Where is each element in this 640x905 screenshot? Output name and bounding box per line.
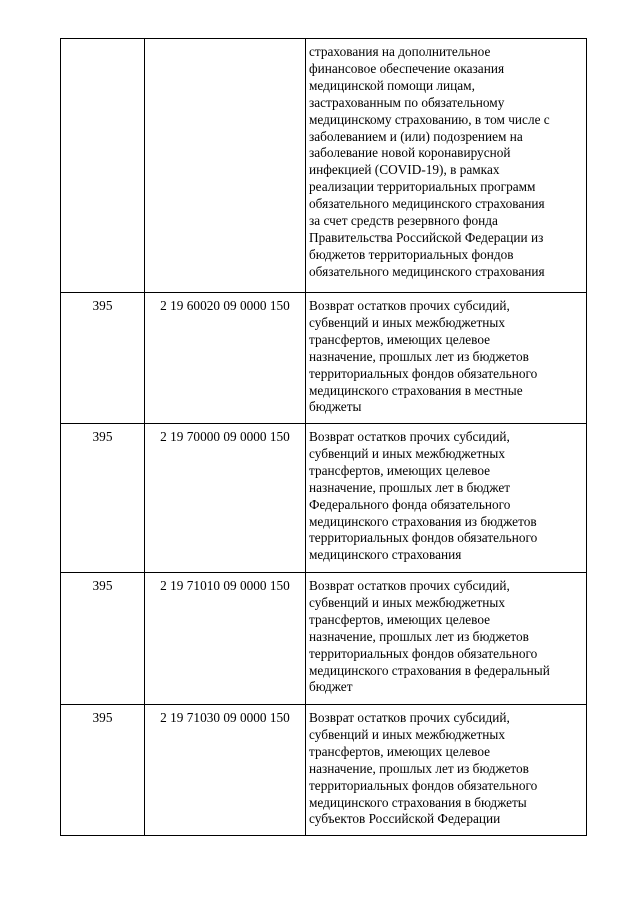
revenue-name-text xyxy=(309,293,584,416)
revenue-name-line: медицинского страхования в бюджеты xyxy=(309,794,527,810)
revenue-name-line: субвенций и иных межбюджетных xyxy=(309,726,505,742)
admin-code-text: 395 xyxy=(92,298,113,313)
revenue-name-line: территориальных фондов обязательного xyxy=(309,777,538,793)
admin-code-text: 395 xyxy=(92,710,113,725)
revenue-name-line: медицинского страхования из бюджетов xyxy=(309,513,537,529)
revenue-name-line: финансовое обеспечение оказания xyxy=(309,60,505,76)
budget-classification-code-text xyxy=(145,39,305,44)
table-row-continuation xyxy=(61,39,587,293)
revenue-name-line: Возврат остатков прочих субсидий, xyxy=(309,429,510,444)
table-body xyxy=(61,39,587,836)
revenue-name-line: субвенций и иных межбюджетных xyxy=(309,594,505,610)
revenue-name-line: реализации территориальных программ xyxy=(309,179,536,195)
revenue-name-line: назначение, прошлых лет из бюджетов xyxy=(309,348,529,364)
revenue-name-line: бюджетов территориальных фондов xyxy=(309,246,514,262)
revenue-name-cell xyxy=(306,705,587,836)
budget-classification-code-text: 2 19 71010 09 0000 150 xyxy=(160,578,290,593)
revenue-name-line: бюджеты xyxy=(309,399,362,415)
revenue-name-line: трансфертов, имеющих целевое xyxy=(309,611,491,627)
admin-code-cell xyxy=(61,705,145,836)
table-row xyxy=(61,293,587,424)
revenue-name-line: страхования на дополнительное xyxy=(309,44,491,59)
revenue-name-line: субъектов Российской Федерации xyxy=(309,811,501,827)
revenue-name-line: субвенций и иных межбюджетных xyxy=(309,445,505,461)
revenue-name-line: назначение, прошлых лет из бюджетов xyxy=(309,760,529,776)
revenue-name-line: Возврат остатков прочих субсидий, xyxy=(309,710,510,725)
revenue-name-line: трансфертов, имеющих целевое xyxy=(309,462,491,478)
revenue-name-line: трансфертов, имеющих целевое xyxy=(309,331,491,347)
budget-classification-code-cell xyxy=(145,424,306,573)
revenue-name-line: назначение, прошлых лет в бюджет xyxy=(309,479,511,495)
revenue-name-text xyxy=(309,39,584,281)
revenue-name-line: медицинского страхования в местные xyxy=(309,382,523,398)
revenue-name-line: территориальных фондов обязательного xyxy=(309,530,538,546)
revenue-name-cell xyxy=(306,573,587,705)
revenue-name-line: трансфертов, имеющих целевое xyxy=(309,743,491,759)
admin-code-text: 395 xyxy=(92,429,113,444)
admin-code-cell xyxy=(61,39,145,293)
budget-classification-code-text: 2 19 71030 09 0000 150 xyxy=(160,710,290,725)
revenue-name-line: медицинской помощи лицам, xyxy=(309,77,475,93)
budget-codes-table xyxy=(60,38,587,836)
revenue-name-line: Федерального фонда обязательного xyxy=(309,496,511,512)
revenue-name-line: обязательного медицинского страхования xyxy=(309,196,545,212)
revenue-name-line: территориальных фондов обязательного xyxy=(309,645,538,661)
revenue-name-line: застрахованным по обязательному xyxy=(309,94,505,110)
revenue-name-line: Возврат остатков прочих субсидий, xyxy=(309,298,510,313)
admin-code-text: 395 xyxy=(92,578,113,593)
table-row xyxy=(61,705,587,836)
budget-classification-code-cell xyxy=(145,293,306,424)
revenue-name-line: заболевание новой коронавирусной xyxy=(309,145,511,161)
revenue-name-line: инфекцией (COVID-19), в рамках xyxy=(309,162,500,178)
revenue-name-line: за счет средств резервного фонда xyxy=(309,213,498,229)
admin-code-text xyxy=(61,39,144,44)
revenue-name-line: медицинского страхования в федеральный xyxy=(309,662,550,678)
revenue-name-line: заболеванием и (или) подозрением на xyxy=(309,128,523,144)
revenue-name-line: субвенций и иных межбюджетных xyxy=(309,314,505,330)
revenue-name-line: назначение, прошлых лет из бюджетов xyxy=(309,628,529,644)
admin-code-cell xyxy=(61,293,145,424)
revenue-name-cell xyxy=(306,424,587,573)
revenue-name-cell xyxy=(306,293,587,424)
revenue-name-cell xyxy=(306,39,587,293)
budget-classification-code-cell xyxy=(145,573,306,705)
revenue-name-line: бюджет xyxy=(309,679,353,695)
revenue-name-text xyxy=(309,573,584,696)
budget-classification-code-cell xyxy=(145,705,306,836)
revenue-name-line: территориальных фондов обязательного xyxy=(309,365,538,381)
revenue-name-line: Правительства Российской Федерации из xyxy=(309,229,544,245)
revenue-name-line: медицинскому страхованию, в том числе с xyxy=(309,111,550,127)
revenue-name-text xyxy=(309,424,584,564)
budget-classification-code-cell xyxy=(145,39,306,293)
revenue-name-line: Возврат остатков прочих субсидий, xyxy=(309,578,510,593)
admin-code-cell xyxy=(61,573,145,705)
revenue-name-text xyxy=(309,705,584,828)
budget-classification-code-text: 2 19 70000 09 0000 150 xyxy=(160,429,290,444)
admin-code-cell xyxy=(61,424,145,573)
revenue-name-line: медицинского страхования xyxy=(309,547,462,563)
revenue-name-line: обязательного медицинского страхования xyxy=(309,263,545,279)
table-row xyxy=(61,573,587,705)
budget-classification-code-text: 2 19 60020 09 0000 150 xyxy=(160,298,290,313)
table-row xyxy=(61,424,587,573)
